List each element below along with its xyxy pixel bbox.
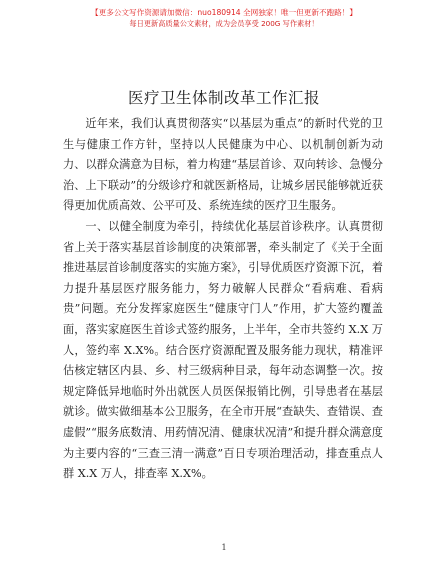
- document-title: 医疗卫生体制改革工作汇报: [127, 89, 320, 107]
- promo-banner-line-2: 每日更新高质量公文素材，成为会员享受 200G 写作素材！: [129, 19, 319, 28]
- promo-banner-line-1: 【更多公文写作资源请加微信：nuo180914 全网独家！唯一但更新不跑路！】: [91, 8, 357, 17]
- paragraph-section-1: 一、以健全制度为牵引，持续优化基层首诊秩序。认真贯彻省上关于落实基层首诊制度的决策部署，牵头制定了《关于全面推进基层首诊制度落实的实施方案》，引导优质医疗资源下沉，着力提升基层医疗服务能力，努力破解人民群众“看病难、看病贵”问题。充分发挥家庭医生“健康守门人”作用，扩大签约覆盖面，落实家庭医生首诊式签约服务，上半年，全市共签约 X.X 万人，签约率 X.X%。结合医疗资源配置及服务能力现状，精准评估核定辖区内县、乡、村三级病种目录，每年动态调整一次。按规定降低异地临时外出就医人员医保报销比例，引导患者在基层就诊。做实做细基本公卫服务，在全市开展“查缺失、查错误、查虚假”“服务底数清、用药情况清、健康状况清”和提升群众满意度为主要内容的“三查三清一满意”百日专项治理活动，排查重点人群 X.X 万人，排查率 X.X%。: [63, 219, 383, 481]
- promo-banner: [0, 7, 448, 29]
- paragraph-intro: 近年来，我们认真贯彻落实“以基层为重点”的新时代党的卫生与健康工作方针，坚持以人民健康为中心、以机制创新为动力、以群众满意为目标，着力构建“基层首诊、双向转诊、急慢分治、上下联动”的分级诊疗和就医新格局，让城乡居民能够就近获得更加优质高效、公平可及、系统连续的医疗卫生服务。: [63, 117, 383, 213]
- page-number: 1: [221, 543, 227, 552]
- document-body: [63, 114, 383, 485]
